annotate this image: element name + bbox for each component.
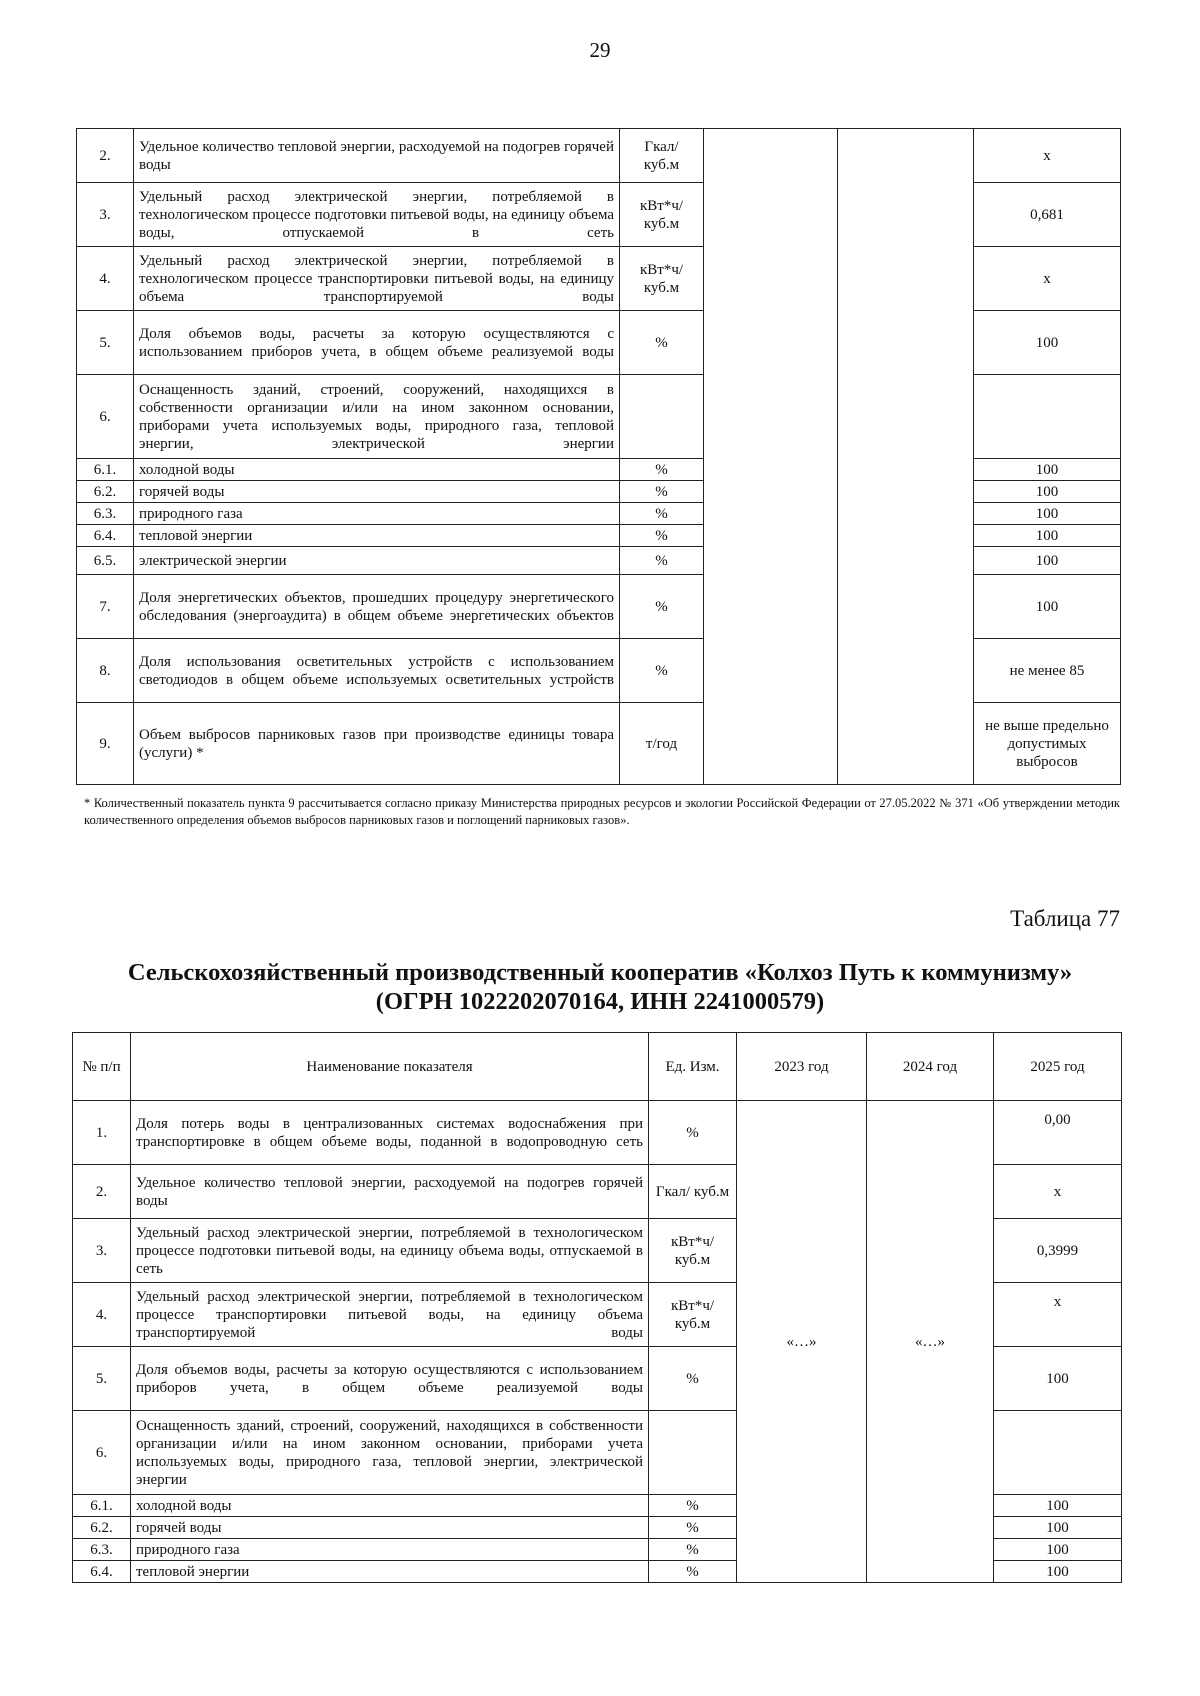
indicator-name: Доля использования осветительных устройств с использованием светодиодов в общем объеме используемых осветительных устройств — [134, 639, 620, 703]
indicator-name: природного газа — [134, 503, 620, 525]
table-row — [73, 1101, 1122, 1165]
indicator-name: холодной воды — [131, 1495, 649, 1517]
footnote: * Количественный показатель пункта 9 рассчитывается согласно приказу Министерства природных ресурсов и экологии Российской Федерации от 27.05.2022 № 371 «Об утверждении методик количественного определения объемов выбросов парниковых газов и поглощений парниковых газов». — [84, 796, 1120, 827]
org-title — [0, 958, 1200, 1016]
indicator-name: Доля объемов воды, расчеты за которую осуществляются с использованием приборов учета, в общем объеме реализуемой воды — [131, 1347, 649, 1411]
unit: % — [620, 481, 704, 503]
value-2025: х — [974, 247, 1121, 311]
value-2025: 100 — [994, 1561, 1122, 1583]
row-number: 6.4. — [77, 525, 134, 547]
row-number: 4. — [77, 247, 134, 311]
unit: % — [649, 1539, 737, 1561]
year-2024-merged: «…» — [867, 1101, 994, 1583]
row-number: 2. — [73, 1165, 131, 1219]
indicator-name: Удельный расход электрической энергии, потребляемой в технологическом процессе подготовки питьевой воды, на единицу объема воды, отпускаемой в сеть — [134, 183, 620, 247]
page-number: 29 — [589, 38, 611, 62]
value-2025: 100 — [974, 481, 1121, 503]
header-2025: 2025 год — [994, 1033, 1122, 1101]
unit: кВт*ч/ куб.м — [620, 247, 704, 311]
value-2025 — [974, 375, 1121, 459]
indicator-name: холодной воды — [134, 459, 620, 481]
row-number: 6.3. — [77, 503, 134, 525]
table-label: Таблица 77 — [1010, 906, 1120, 931]
indicator-name: Доля энергетических объектов, прошедших процедуру энергетического обследования (энергоаудита) в общем объеме энергетических объектов — [134, 575, 620, 639]
indicator-name: Доля потерь воды в централизованных системах водоснабжения при транспортировке в общем объеме воды, поданной в водопроводную сеть — [131, 1101, 649, 1165]
value-2025: 100 — [974, 575, 1121, 639]
table-row — [77, 129, 1121, 183]
row-number: 6.1. — [77, 459, 134, 481]
value-2025: 100 — [974, 311, 1121, 375]
unit: т/год — [620, 703, 704, 785]
value-2025: не менее 85 — [974, 639, 1121, 703]
header-unit: Ед. Изм. — [649, 1033, 737, 1101]
unit: Гкал/ куб.м — [620, 129, 704, 183]
indicator-name: тепловой энергии — [134, 525, 620, 547]
row-number: 6. — [77, 375, 134, 459]
header-2023: 2023 год — [737, 1033, 867, 1101]
indicator-name: электрической энергии — [134, 547, 620, 575]
row-number: 1. — [73, 1101, 131, 1165]
unit: кВт*ч/ куб.м — [649, 1219, 737, 1283]
unit: % — [620, 503, 704, 525]
row-number: 5. — [73, 1347, 131, 1411]
indicator-name: Объем выбросов парниковых газов при производстве единицы товара (услуги) * — [134, 703, 620, 785]
indicator-name: Удельный расход электрической энергии, потребляемой в технологическом процессе транспортировки питьевой воды, на единицу объема транспортируемой воды — [131, 1283, 649, 1347]
value-2025: 100 — [974, 547, 1121, 575]
year-2023-merged: «…» — [737, 1101, 867, 1583]
indicator-name: Удельный расход электрической энергии, потребляемой в технологическом процессе подготовки питьевой воды, на единицу объема воды, отпускаемой в сеть — [131, 1219, 649, 1283]
unit: % — [649, 1101, 737, 1165]
table-header-row — [73, 1033, 1122, 1101]
header-2024: 2024 год — [867, 1033, 994, 1101]
value-2025: х — [994, 1283, 1122, 1347]
row-number: 6.4. — [73, 1561, 131, 1583]
value-2025 — [994, 1411, 1122, 1495]
indicators-table — [72, 1032, 1122, 1583]
indicator-name: горячей воды — [134, 481, 620, 503]
unit: % — [620, 525, 704, 547]
row-number: 6.5. — [77, 547, 134, 575]
value-2025: 100 — [974, 525, 1121, 547]
unit: % — [649, 1347, 737, 1411]
indicator-name: Оснащенность зданий, строений, сооружений, находящихся в собственности организации и/или на ином законном основании, приборами учета используемых воды, природного газа, тепловой энергии, электрической энергии — [131, 1411, 649, 1495]
row-number: 6.2. — [77, 481, 134, 503]
unit: кВт*ч/ куб.м — [620, 183, 704, 247]
row-number: 3. — [73, 1219, 131, 1283]
unit: % — [620, 459, 704, 481]
indicator-name: Удельный расход электрической энергии, потребляемой в технологическом процессе транспортировки питьевой воды, на единицу объема транспортируемой воды — [134, 247, 620, 311]
unit: Гкал/ куб.м — [649, 1165, 737, 1219]
row-number: 8. — [77, 639, 134, 703]
value-2025: 0,681 — [974, 183, 1121, 247]
value-2025: 100 — [994, 1495, 1122, 1517]
unit: кВт*ч/ куб.м — [649, 1283, 737, 1347]
value-2025: х — [974, 129, 1121, 183]
indicator-name: горячей воды — [131, 1517, 649, 1539]
unit: % — [649, 1561, 737, 1583]
row-number: 3. — [77, 183, 134, 247]
year-2024-cell — [838, 129, 974, 785]
value-2025: 100 — [974, 459, 1121, 481]
indicator-name: тепловой энергии — [131, 1561, 649, 1583]
value-2025: 0,3999 — [994, 1219, 1122, 1283]
unit — [649, 1411, 737, 1495]
value-2025: 100 — [994, 1539, 1122, 1561]
indicator-name: Удельное количество тепловой энергии, расходуемой на подогрев горячей воды — [134, 129, 620, 183]
row-number: 6.1. — [73, 1495, 131, 1517]
value-2025: 0,00 — [994, 1101, 1122, 1165]
indicator-name: Оснащенность зданий, строений, сооружений, находящихся в собственности организации и/или на ином законном основании, приборами учета используемых воды, природного газа, тепловой энергии, электрической энергии — [134, 375, 620, 459]
indicator-name: Доля объемов воды, расчеты за которую осуществляются с использованием приборов учета, в общем объеме реализуемой воды — [134, 311, 620, 375]
header-num: № п/п — [73, 1033, 131, 1101]
header-name: Наименование показателя — [131, 1033, 649, 1101]
unit — [620, 375, 704, 459]
year-2023-cell — [704, 129, 838, 785]
row-number: 9. — [77, 703, 134, 785]
unit: % — [649, 1495, 737, 1517]
row-number: 7. — [77, 575, 134, 639]
indicator-name: природного газа — [131, 1539, 649, 1561]
unit: % — [620, 311, 704, 375]
unit: % — [649, 1517, 737, 1539]
row-number: 5. — [77, 311, 134, 375]
unit: % — [620, 575, 704, 639]
org-title-line2: (ОГРН 1022202070164, ИНН 2241000579) — [375, 988, 825, 1015]
row-number: 6.3. — [73, 1539, 131, 1561]
org-title-line1: Сельскохозяйственный производственный кооператив «Колхоз Путь к коммунизму» — [127, 959, 1073, 986]
row-number: 6.2. — [73, 1517, 131, 1539]
unit: % — [620, 547, 704, 575]
unit: % — [620, 639, 704, 703]
value-2025: 100 — [974, 503, 1121, 525]
value-2025: х — [994, 1165, 1122, 1219]
indicator-name: Удельное количество тепловой энергии, расходуемой на подогрев горячей воды — [131, 1165, 649, 1219]
row-number: 6. — [73, 1411, 131, 1495]
row-number: 2. — [77, 129, 134, 183]
value-2025: не выше предельно допустимых выбросов — [974, 703, 1121, 785]
indicators-table-continued — [76, 128, 1121, 785]
value-2025: 100 — [994, 1347, 1122, 1411]
value-2025: 100 — [994, 1517, 1122, 1539]
row-number: 4. — [73, 1283, 131, 1347]
